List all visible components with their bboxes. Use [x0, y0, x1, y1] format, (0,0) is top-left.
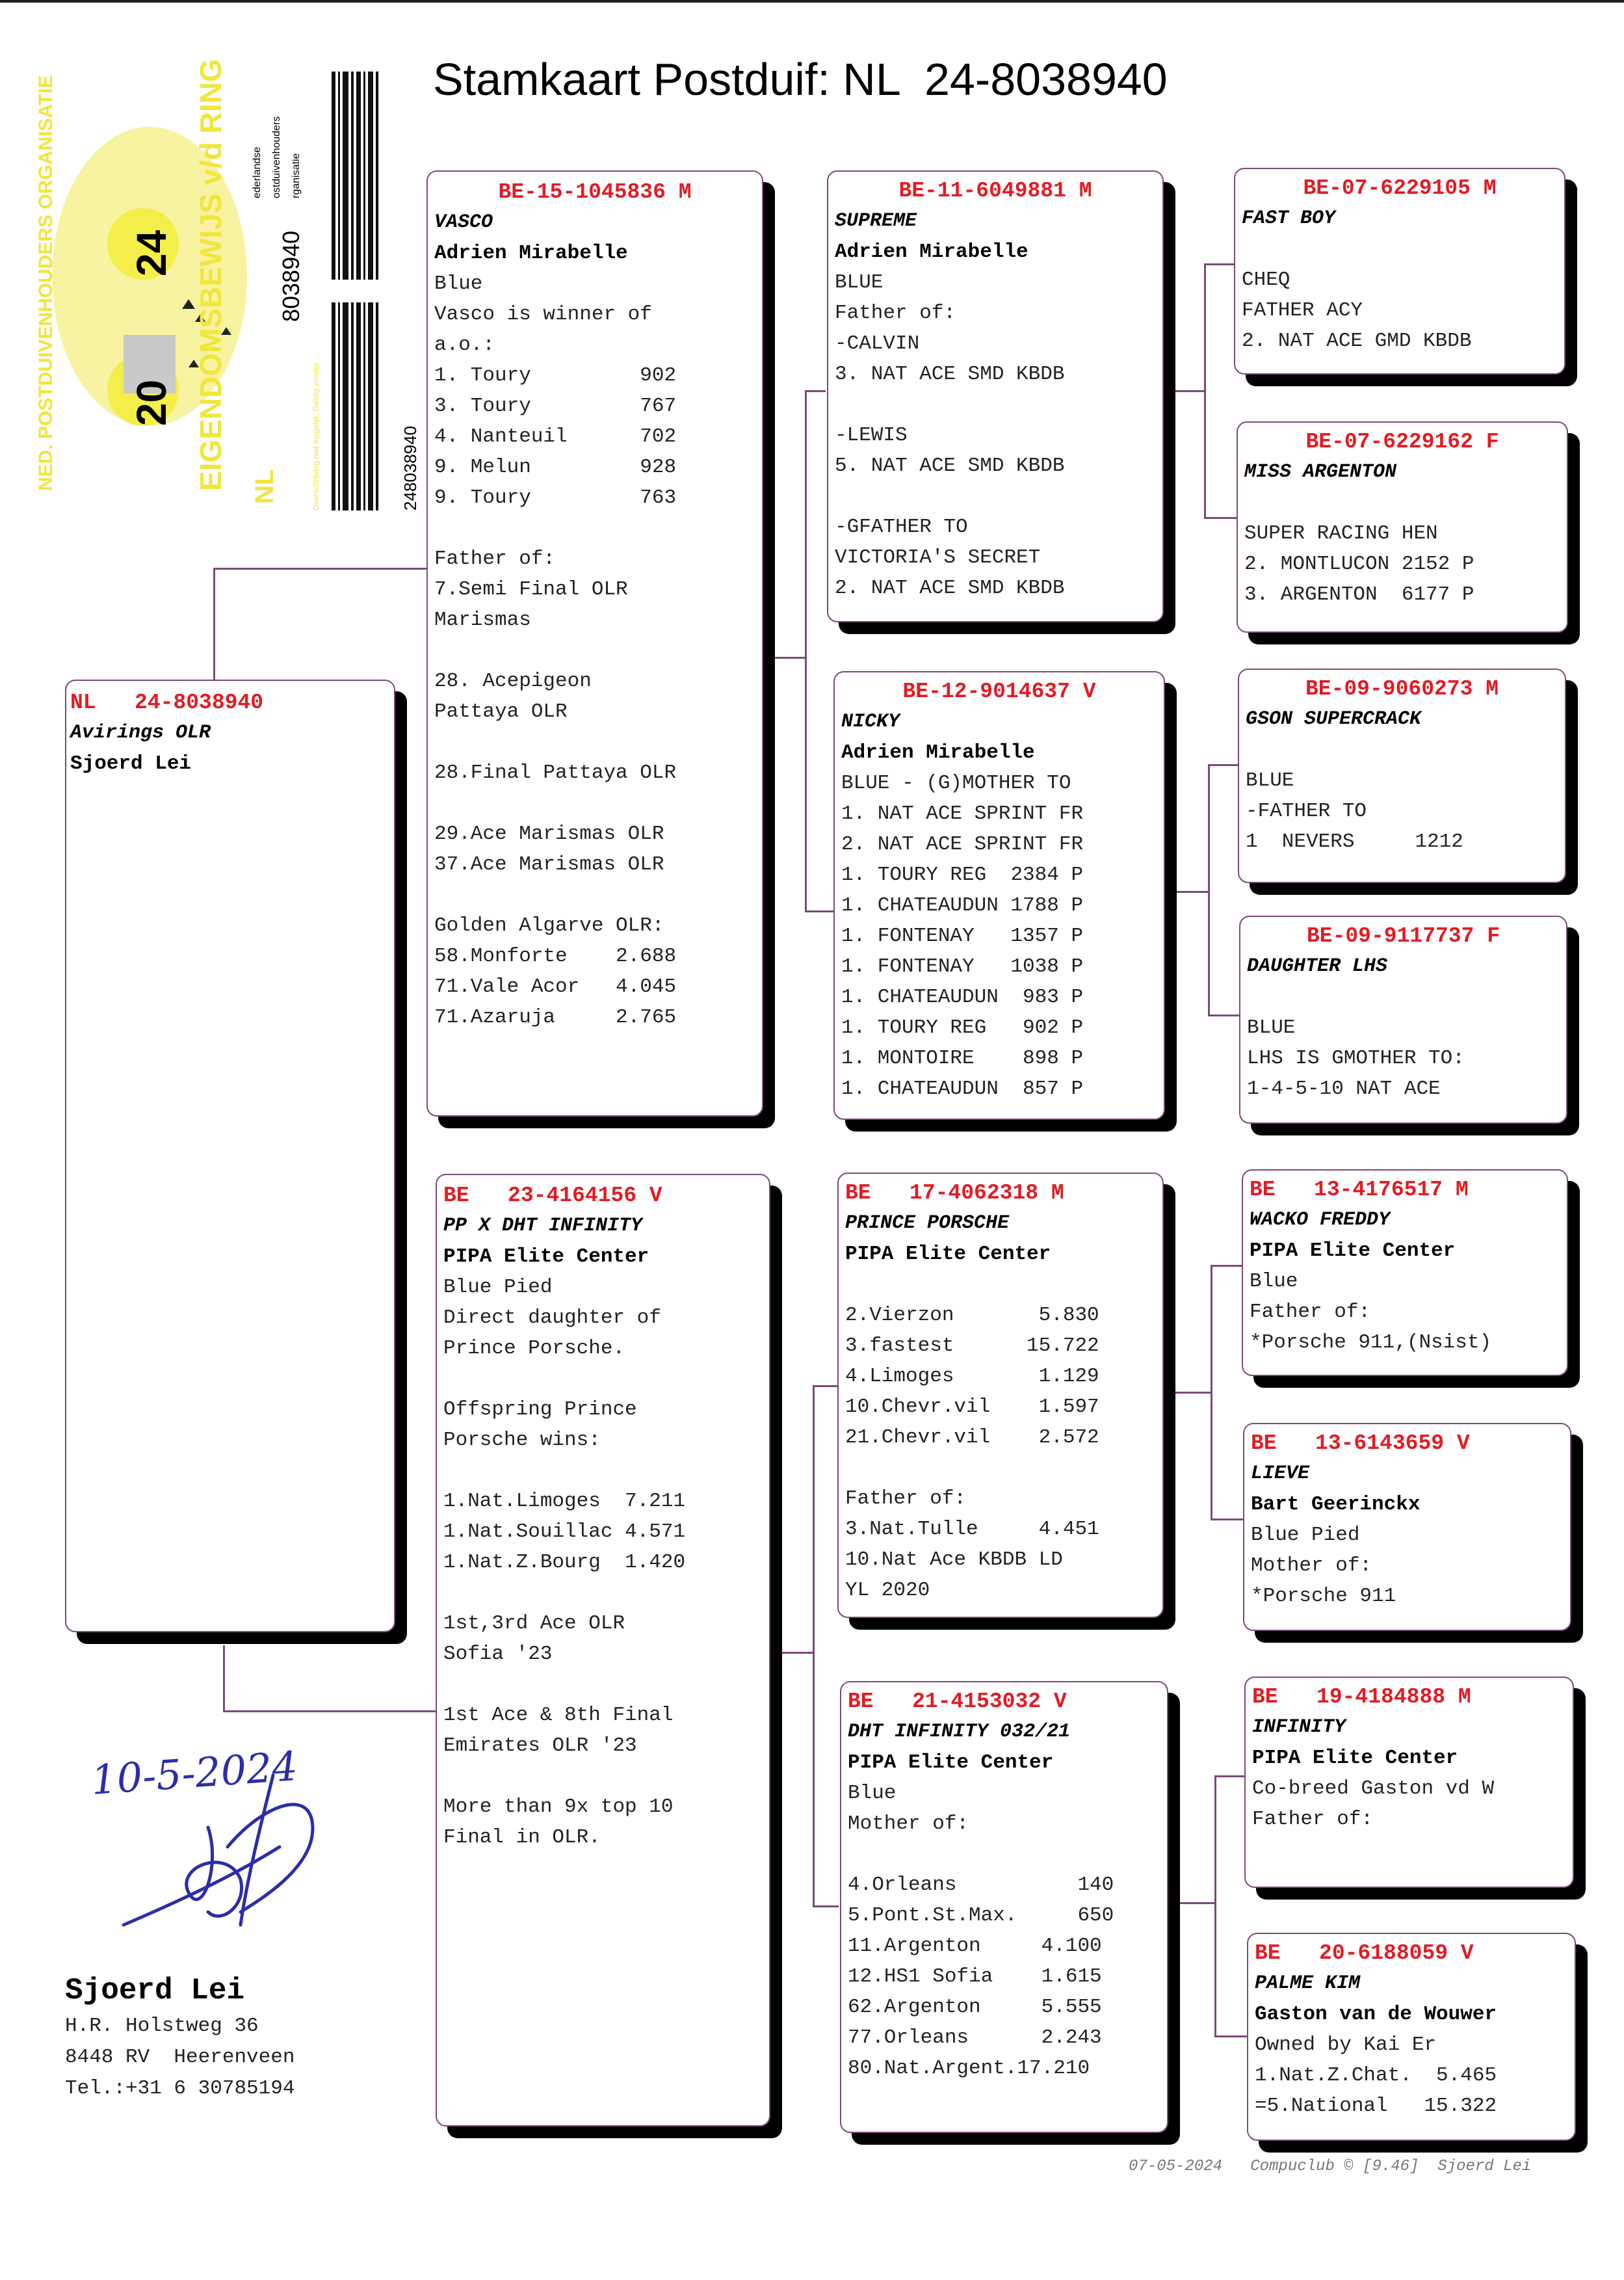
connector-dd-h [1167, 1902, 1216, 1904]
connector-dam-top [813, 1385, 839, 1387]
page-title: Stamkaart Postduif: NL 24-8038940 [433, 54, 1168, 105]
pedigree-note-line: 2.Vierzon 5.830 [845, 1304, 1099, 1327]
pedigree-note-line: BLUE [1246, 769, 1294, 792]
ssd-notes [1244, 518, 1560, 610]
pedigree-note-line: *Porsche 911 [1251, 1585, 1396, 1608]
owner-block [65, 1970, 295, 2104]
pedigree-box-sss [1234, 168, 1565, 375]
pedigree-note-line: Porsche wins: [443, 1429, 601, 1452]
dam-breeder: PIPA Elite Center [443, 1245, 649, 1268]
dss-notes [1250, 1266, 1560, 1358]
dss-name: WACKO FREDDY [1250, 1209, 1391, 1231]
connector-sire-top [805, 390, 826, 392]
connector-subject-sire-h [213, 568, 428, 570]
dam-sire-ring-number: BE 17-4062318 M [845, 1181, 1064, 1205]
signature-scribble [111, 1749, 358, 1944]
pedigree-note-line: 1 NEVERS 1212 [1246, 830, 1463, 853]
pedigree-box-dam [436, 1174, 770, 2127]
pedigree-note-line [434, 635, 755, 666]
footer-credit: 07-05-2024 Compuclub © [9.46] Sjoerd Lei [1129, 2158, 1532, 2175]
pedigree-note-line: 3.Nat.Tulle 4.451 [845, 1518, 1099, 1541]
pedigree-note-line: LHS IS GMOTHER TO: [1247, 1047, 1465, 1070]
pedigree-note-line [835, 481, 1156, 512]
pedigree-note-line [434, 513, 755, 544]
pedigree-note-line: 1-4-5-10 NAT ACE [1247, 1078, 1441, 1100]
pedigree-note-line: 3. ARGENTON 6177 P [1244, 583, 1474, 606]
ddd-ring-number: BE 20-6188059 V [1255, 1941, 1474, 1965]
pedigree-note-line: 3.fastest 15.722 [845, 1334, 1099, 1357]
sire-breeder: Adrien Mirabelle [434, 242, 628, 265]
pedigree-note-line: 3. Toury 767 [434, 395, 677, 418]
pedigree-note-line: 9. Melun 928 [434, 456, 677, 479]
sss-breeder-blank [1242, 234, 1558, 265]
connector-ss-h [1164, 390, 1206, 392]
pedigree-note-line [845, 1453, 1156, 1483]
pedigree-note-line: Blue [434, 272, 483, 295]
dam-sire-name: PRINCE PORSCHE [845, 1212, 1010, 1234]
ring-card-big-title: EIGENDOMSBEWIJS v/d RING [194, 59, 228, 491]
subject-name: Avirings OLR [70, 722, 211, 744]
connector-subject-dam-h [223, 1710, 436, 1712]
pedigree-note-line: 62.Argenton 5.555 [848, 1996, 1102, 2019]
pedigree-note-line: Final in OLR. [443, 1826, 601, 1849]
pedigree-note-line [443, 1669, 763, 1700]
pedigree-note-line: Sofia '23 [443, 1643, 553, 1665]
owner-address-street: H.R. Holstweg 36 [65, 2015, 259, 2037]
dds-breeder: PIPA Elite Center [1252, 1747, 1458, 1770]
pedigree-note-line: -FATHER TO [1246, 800, 1367, 823]
connector-ds-h [1164, 1392, 1212, 1394]
ring-card-npo-o: rganisatie [291, 153, 302, 198]
pedigree-box-sdd [1239, 916, 1567, 1124]
sire-sire-notes [835, 267, 1156, 603]
sire-ring-number: BE-15-1045836 M [498, 180, 692, 204]
pedigree-note-line: Blue Pied [1251, 1524, 1360, 1546]
dam-dam-notes [848, 1778, 1160, 2084]
pedigree-note-line: =5.National 15.322 [1255, 2095, 1497, 2117]
ssd-ring-number: BE-07-6229162 F [1305, 430, 1499, 454]
sire-notes [434, 269, 755, 1033]
connector-sire-v [805, 390, 807, 910]
pedigree-box-subject [65, 680, 395, 1632]
ddd-name: PALME KIM [1255, 1972, 1361, 1995]
ring-card-barcode-number: 248038940 [400, 425, 420, 510]
pedigree-note-line: CHEQ [1242, 269, 1290, 291]
sss-name: FAST BOY [1242, 207, 1336, 230]
subject-owner: Sjoerd Lei [70, 752, 192, 775]
pedigree-note-line [443, 1455, 763, 1486]
pedigree-note-line: SUPER RACING HEN [1244, 522, 1438, 545]
sds-ring-number: BE-09-9060273 M [1305, 677, 1499, 701]
pedigree-note-line: Mother of: [1251, 1554, 1372, 1577]
handwritten-date: 10-5-2024 [89, 1742, 300, 1805]
pedigree-box-ddd [1247, 1933, 1576, 2141]
sire-dam-notes [841, 768, 1157, 1104]
pedigree-note-line: 1st,3rd Ace OLR [443, 1612, 625, 1635]
pedigree-note-line: 1. CHATEAUDUN 983 P [841, 986, 1084, 1009]
connector-dd-top [1214, 1775, 1248, 1777]
pedigree-note-line: 1. CHATEAUDUN 857 P [841, 1078, 1084, 1100]
pedigree-note-line [434, 788, 755, 819]
pedigree-note-line: -LEWIS [835, 424, 908, 447]
connector-dam-h [770, 1652, 815, 1654]
pedigree-note-line [835, 390, 1156, 420]
pedigree-note-line [443, 1761, 763, 1792]
pedigree-note-line: Prince Porsche. [443, 1337, 625, 1360]
dds-ring-number: BE 19-4184888 M [1252, 1685, 1471, 1709]
connector-subject-sire-v [213, 568, 215, 683]
sds-notes [1246, 765, 1558, 857]
pedigree-note-line: 1. MONTOIRE 898 P [841, 1047, 1084, 1070]
pedigree-note-line [434, 727, 755, 758]
pedigree-note-line: 58.Monforte 2.688 [434, 945, 677, 968]
pedigree-note-line: Blue Pied [443, 1276, 553, 1299]
pedigree-box-ssd [1237, 421, 1568, 633]
pedigree-note-line: YL 2020 [845, 1579, 930, 1602]
connector-dd-v [1214, 1775, 1216, 2035]
connector-dam-bottom [813, 1905, 839, 1907]
pedigree-note-line [434, 880, 755, 910]
pedigree-note-line: 5. NAT ACE SMD KBDB [835, 455, 1065, 477]
pedigree-note-line: Co-breed Gaston vd W [1252, 1777, 1495, 1800]
pedigree-note-line: 1.Nat.Z.Bourg 1.420 [443, 1551, 686, 1574]
pedigree-note-line [443, 1578, 763, 1608]
pedigree-note-line: Father of: [1250, 1301, 1371, 1323]
sire-sire-ring-number: BE-11-6049881 M [898, 179, 1092, 203]
pedigree-note-line: -CALVIN [835, 332, 920, 355]
sire-sire-name: SUPREME [835, 210, 917, 232]
sds-name: GSON SUPERCRACK [1246, 708, 1422, 730]
ring-card-npo-n: ederlandse [252, 146, 263, 198]
pedigree-note-line: Vasco is winner of [434, 303, 652, 326]
pedigree-note-line: VICTORIA'S SECRET [835, 546, 1041, 569]
pedigree-note-line: 2. NAT ACE GMD KBDB [1242, 330, 1472, 352]
dam-sire-breeder: PIPA Elite Center [845, 1243, 1051, 1266]
pedigree-note-line: *Porsche 911,(Nsist) [1250, 1331, 1492, 1354]
pedigree-box-dss [1242, 1169, 1568, 1376]
pedigree-box-dam-dam [840, 1681, 1168, 2133]
pedigree-note-line: 28.Final Pattaya OLR [434, 762, 677, 784]
pedigree-note-line: 10.Chevr.vil 1.597 [845, 1396, 1099, 1418]
pedigree-note-line: Father of: [845, 1487, 967, 1510]
pedigree-note-line: 5.Pont.St.Max. 650 [848, 1904, 1114, 1927]
pedigree-box-dds [1244, 1677, 1574, 1888]
pedigree-note-line: Father of: [434, 548, 556, 570]
dss-breeder: PIPA Elite Center [1250, 1239, 1456, 1262]
connector-sd-v [1208, 764, 1210, 1014]
connector-sire-bottom [805, 910, 833, 912]
owner-phone: Tel.:+31 6 30785194 [65, 2077, 295, 2100]
sire-name: VASCO [434, 211, 493, 233]
pedigree-note-line [845, 1269, 1156, 1300]
sdd-breeder-blank [1247, 982, 1560, 1013]
pedigree-note-line [443, 1364, 763, 1394]
pedigree-box-sire-dam [833, 671, 1165, 1120]
owner-name: Sjoerd Lei [65, 1974, 245, 2008]
connector-sire-h [759, 657, 806, 659]
dam-sire-notes [845, 1269, 1156, 1606]
pedigree-note-line: 71.Vale Acor 4.045 [434, 975, 677, 998]
pedigree-box-sire-sire [827, 170, 1164, 622]
pedigree-box-dam-sire [837, 1173, 1164, 1618]
pedigree-note-line: 29.Ace Marismas OLR [434, 823, 664, 845]
dsd-name: LIEVE [1251, 1463, 1310, 1485]
pedigree-note-line: -GFATHER TO [835, 516, 968, 538]
ddd-breeder: Gaston van de Wouwer [1255, 2003, 1497, 2026]
ring-card-npo-p: ostduivenhouders [271, 116, 282, 198]
sss-notes [1242, 265, 1558, 356]
connector-ss-bottom [1204, 517, 1237, 519]
ring-card-org-arc: NED. POSTDUIVENHOUDERS ORGANISATIE [35, 75, 57, 491]
pedigree-note-line: BLUE - (G)MOTHER TO [841, 772, 1071, 795]
pedigree-note-line: FATHER ACY [1242, 299, 1363, 322]
dsd-notes [1251, 1520, 1564, 1611]
connector-ss-top [1204, 263, 1235, 265]
pedigree-note-line [848, 1839, 1160, 1870]
dam-notes [443, 1272, 763, 1853]
subject-ring-number: NL 24-8038940 [70, 691, 264, 715]
dds-notes [1252, 1773, 1566, 1835]
connector-dam-v [813, 1385, 815, 1905]
pedigree-note-line: 10.Nat Ace KBDB LD [845, 1548, 1063, 1571]
pedigree-note-line: 71.Azaruja 2.765 [434, 1006, 677, 1029]
pedigree-note-line: Emirates OLR '23 [443, 1734, 637, 1757]
pedigree-note-line: 7.Semi Final OLR [434, 578, 628, 601]
sire-dam-name: NICKY [841, 711, 900, 733]
pedigree-note-line: Mother of: [848, 1812, 969, 1835]
pedigree-note-line: 12.HS1 Sofia 1.615 [848, 1965, 1102, 1988]
pedigree-note-line: Offspring Prince [443, 1398, 637, 1421]
ssd-name: MISS ARGENTON [1244, 461, 1397, 483]
pedigree-note-line: Blue [848, 1782, 897, 1805]
pedigree-note-line: 1.Nat.Z.Chat. 5.465 [1255, 2064, 1497, 2087]
dds-name: INFINITY [1252, 1716, 1346, 1738]
dam-dam-name: DHT INFINITY 032/21 [848, 1721, 1071, 1743]
sds-breeder-blank [1246, 735, 1558, 765]
pedigree-note-line: 4.Limoges 1.129 [845, 1365, 1099, 1388]
dam-name: PP X DHT INFINITY [443, 1215, 643, 1237]
ssd-breeder-blank [1244, 488, 1560, 518]
pedigree-note-line: 3. NAT ACE SMD KBDB [835, 363, 1065, 386]
pedigree-note-line: 2. MONTLUCON 2152 P [1244, 553, 1474, 576]
connector-sd-top [1208, 764, 1239, 766]
pedigree-box-sds [1238, 669, 1566, 883]
pedigree-note-line: Father of: [835, 302, 956, 325]
pedigree-note-line: 1. FONTENAY 1038 P [841, 955, 1084, 978]
pedigree-note-line: 77.Orleans 2.243 [848, 2026, 1102, 2049]
ring-ownership-card [26, 59, 420, 517]
dss-ring-number: BE 13-4176517 M [1250, 1178, 1469, 1202]
pedigree-note-line: 1st Ace & 8th Final [443, 1704, 674, 1727]
pedigree-box-sire [426, 170, 763, 1117]
pedigree-note-line: 21.Chevr.vil 2.572 [845, 1426, 1099, 1449]
ring-card-fine-print: Overschrijving niet mogelijk, Geldig zonder ... [311, 354, 321, 510]
sire-sire-breeder: Adrien Mirabelle [835, 241, 1028, 263]
pedigree-note-line: BLUE [835, 271, 884, 294]
pedigree-note-line: 2. NAT ACE SPRINT FR [841, 833, 1084, 856]
dsd-breeder: Bart Geerinckx [1251, 1493, 1421, 1516]
ring-card-year-left: 20 [128, 379, 175, 426]
pedigree-note-line: 1.Nat.Souillac 4.571 [443, 1520, 686, 1543]
pedigree-note-line: Direct daughter of [443, 1306, 661, 1329]
pedigree-note-line: BLUE [1247, 1016, 1296, 1039]
connector-ds-bottom [1211, 1518, 1244, 1520]
sdd-ring-number: BE-09-9117737 F [1306, 924, 1500, 948]
pedigree-note-line: 4. Nanteuil 702 [434, 425, 677, 448]
sdd-notes [1247, 1013, 1560, 1104]
connector-dd-bottom [1214, 2035, 1248, 2037]
dsd-ring-number: BE 13-6143659 V [1251, 1431, 1470, 1455]
pedigree-box-dsd [1243, 1423, 1571, 1631]
connector-sd-bottom [1208, 1014, 1240, 1016]
sire-dam-breeder: Adrien Mirabelle [841, 741, 1035, 764]
dam-dam-breeder: PIPA Elite Center [848, 1751, 1054, 1774]
pedigree-note-line: 1. FONTENAY 1357 P [841, 925, 1084, 948]
pedigree-note-line: Pattaya OLR [434, 700, 568, 723]
pedigree-note-line: More than 9x top 10 [443, 1796, 674, 1818]
pedigree-note-line: 1. NAT ACE SPRINT FR [841, 802, 1084, 825]
connector-sd-h [1165, 891, 1210, 893]
pedigree-note-line: 1. TOURY REG 902 P [841, 1016, 1084, 1039]
sss-ring-number: BE-07-6229105 M [1303, 176, 1497, 200]
pedigree-note-line: 4.Orleans 140 [848, 1874, 1114, 1896]
pedigree-note-line: Marismas [434, 609, 531, 631]
connector-subject-dam-v [223, 1645, 225, 1710]
ring-card-year-right: 24 [128, 230, 175, 276]
pedigree-note-line: Golden Algarve OLR: [434, 914, 664, 937]
connector-ds-top [1211, 1265, 1243, 1267]
pedigree-note-line: Father of: [1252, 1808, 1374, 1831]
sdd-name: DAUGHTER LHS [1247, 955, 1388, 977]
pedigree-note-line: Blue [1250, 1270, 1298, 1293]
dam-dam-ring-number: BE 21-4153032 V [848, 1690, 1067, 1714]
pedigree-note-line: 1.Nat.Limoges 7.211 [443, 1490, 686, 1513]
ring-card-country: NL [250, 469, 279, 504]
owner-address-city: 8448 RV Heerenveen [65, 2046, 295, 2069]
pedigree-note-line: a.o.: [434, 334, 495, 356]
pedigree-note-line: 2. NAT ACE SMD KBDB [835, 577, 1065, 600]
pedigree-note-line: 9. Toury 763 [434, 486, 677, 509]
pedigree-note-line: 1. TOURY REG 2384 P [841, 864, 1084, 886]
pedigree-note-line: 80.Nat.Argent.17.210 [848, 2057, 1090, 2080]
pedigree-note-line: 1. Toury 902 [434, 364, 677, 387]
pedigree-note-line: 37.Ace Marismas OLR [434, 853, 664, 876]
pedigree-note-line: 28. Acepigeon [434, 670, 592, 693]
ddd-notes [1255, 2030, 1568, 2121]
pedigree-note-line: 11.Argenton 4.100 [848, 1935, 1102, 1957]
pedigree-note-line: 1. CHATEAUDUN 1788 P [841, 894, 1084, 917]
sire-dam-ring-number: BE-12-9014637 V [902, 680, 1096, 704]
pedigree-note-line: Owned by Kai Er [1255, 2034, 1437, 2056]
dam-ring-number: BE 23-4164156 V [443, 1184, 662, 1208]
ring-card-ring-number: 8038940 [278, 230, 304, 322]
ring-card-graphic [26, 59, 420, 517]
